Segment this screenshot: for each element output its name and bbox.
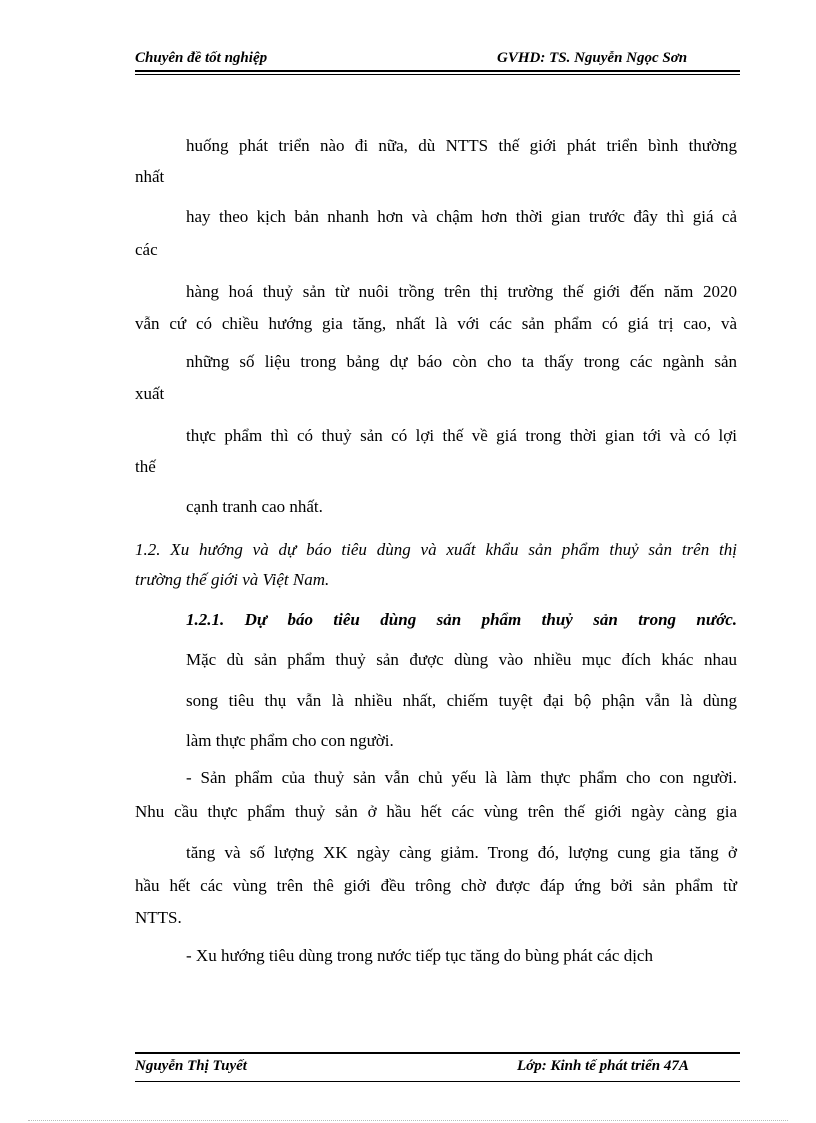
header-rule [135,70,740,72]
header-right: GVHD: TS. Nguyễn Ngọc Sơn [497,50,688,66]
footer-rule-thin [135,1081,740,1082]
body-line: cạnh tranh cao nhất. [186,497,323,516]
body-line: song tiêu thụ vẫn là nhiều nhất, chiếm tuyệt đại bộ phận vẫn là dùng [186,691,737,710]
page-edge-dotted-line [28,1120,788,1121]
footer-right: Lớp: Kinh tế phát triển 47A [517,1058,689,1074]
header-rule-thin [135,74,740,75]
body-line: Mặc dù sản phẩm thuỷ sản được dùng vào nhiều mục đích khác nhau [186,650,737,669]
body-line: - Xu hướng tiêu dùng trong nước tiếp tục tăng do bùng phát các dịch [186,946,653,965]
section-heading: 1.2. Xu hướng và dự báo tiêu dùng và xuất khẩu sản phẩm thuỷ sản trên thị [135,540,737,559]
header-left: Chuyên đề tốt nghiệp [135,50,268,66]
footer-left: Nguyễn Thị Tuyết [135,1058,247,1074]
section-heading: trường thế giới và Việt Nam. [135,570,330,589]
body-line: vẫn cứ có chiều hướng gia tăng, nhất là với các sản phẩm có giá trị cao, và [135,314,737,333]
subsection-heading: 1.2.1. Dự báo tiêu dùng sản phẩm thuỷ sản trong nước. [186,610,737,629]
body-line: thực phẩm thì có thuỷ sản có lợi thế về giá trong thời gian tới và có lợi [186,426,737,445]
body-line: NTTS. [135,908,182,927]
body-line: nhất [135,167,165,186]
body-line: tăng và số lượng XK ngày càng giảm. Trong đó, lượng cung gia tăng ở [186,843,737,862]
body-line: hàng hoá thuỷ sản từ nuôi trồng trên thị trường thế giới đến năm 2020 [186,282,737,301]
body-line: hay theo kịch bản nhanh hơn và chậm hơn thời gian trước đây thì giá cả [186,207,737,226]
body-line: huống phát triển nào đi nữa, dù NTTS thế giới phát triển bình thường [186,136,737,155]
body-line: hầu hết các vùng trên thê giới đều trông chờ được đáp ứng bởi sản phẩm từ [135,876,737,895]
body-line: xuất [135,384,165,403]
body-line: - Sản phẩm của thuỷ sản vẫn chủ yếu là làm thực phẩm cho con người. [186,768,737,787]
body-line: các [135,240,158,259]
footer-rule [135,1052,740,1054]
body-line: Nhu cầu thực phẩm thuỷ sản ở hầu hết các vùng trên thế giới ngày càng gia [135,802,737,821]
body-line: những số liệu trong bảng dự báo còn cho ta thấy trong các ngành sản [186,352,737,371]
body-line: thế [135,457,156,476]
body-line: làm thực phẩm cho con người. [186,731,394,750]
